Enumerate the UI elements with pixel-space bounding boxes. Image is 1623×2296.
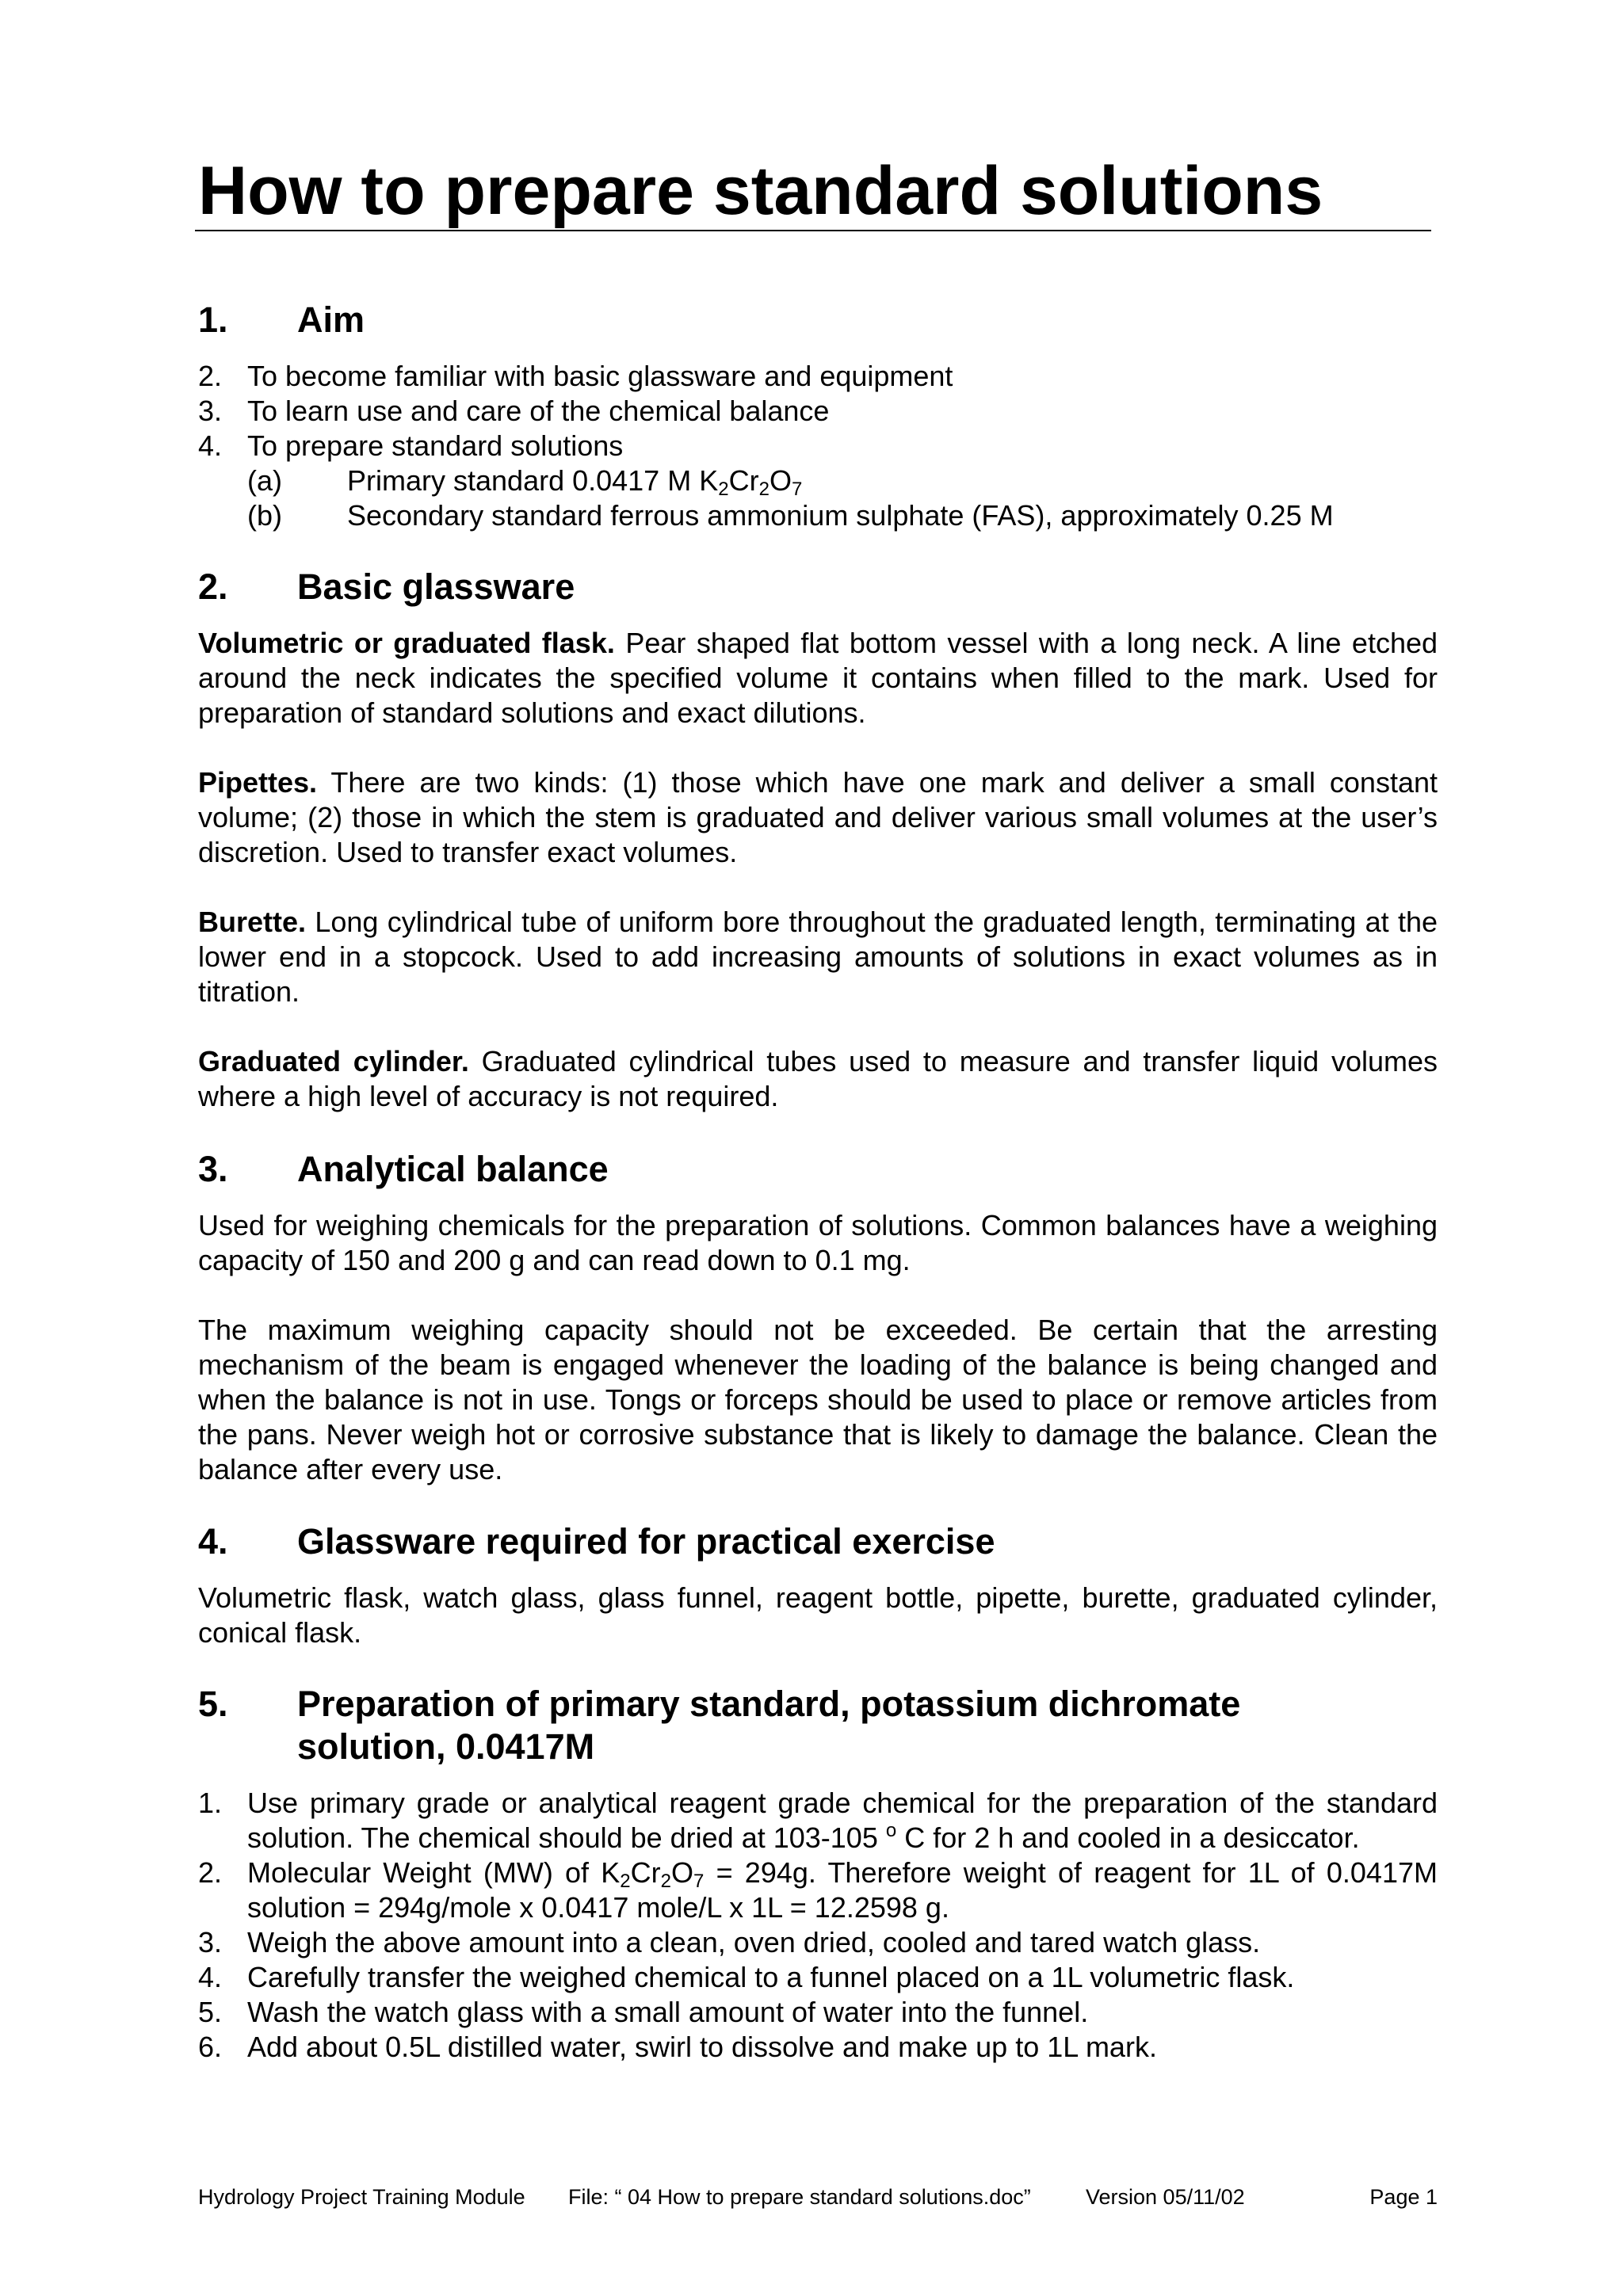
- list-item: 2. To become familiar with basic glassware and equipment: [198, 360, 953, 392]
- list-item: 4. Carefully transfer the weighed chemical to a funnel placed on a 1L volumetric flask.: [198, 1961, 1295, 1993]
- footer-module: Hydrology Project Training Module: [198, 2185, 525, 2209]
- section-number: 1.: [198, 299, 228, 340]
- footer-file: File: “ 04 How to prepare standard solutions.doc”: [568, 2185, 1031, 2209]
- paragraph: Volumetric flask, watch glass, glass funnel, reagent bottle, pipette, burette, graduated cylinder, conical flask.: [198, 1581, 1438, 1649]
- sub-item-a: (a) Primary standard 0.0417 M $K_2Cr_2O_7$: [247, 464, 803, 500]
- glassware-paragraphs: [198, 626, 1438, 1114]
- formula-k2cr2o7: $K_2Cr_2O_7$: [601, 1856, 705, 1892]
- paragraph: Used for weighing chemicals for the preparation of solutions. Common balances have a weighing capacity of 150 and 200 g and can read down to 0.1 mg.: [198, 1209, 1438, 1276]
- footer-page-number: Page 1: [1369, 2185, 1438, 2209]
- section-title: Aim: [297, 299, 365, 340]
- paragraph: Volumetric or graduated flask. Pear shaped flat bottom vessel with a long neck. A line etched around the neck indicates the specified volume it contains when filled to the mark. Used for preparation of standard solutions and exact dilutions.: [198, 627, 1438, 729]
- formula-k2cr2o7: $K_2Cr_2O_7$: [699, 464, 803, 500]
- paragraph: The maximum weighing capacity should not be exceeded. Be certain that the arresting mechanism of the beam is engaged whenever the loading of the balance is being changed and when the balance is not in use. Tongs or forceps should be used to place or remove articles from the pans. Never weigh hot or corrosive substance that is likely to damage the balance. Clean the balance after every use.: [198, 1314, 1438, 1486]
- aim-list: [198, 359, 1438, 533]
- footer-version: Version 05/11/02: [1086, 2185, 1245, 2209]
- list-item: 5. Wash the watch glass with a small amount of water into the funnel.: [198, 1996, 1089, 2028]
- list-item: 3. To learn use and care of the chemical balance: [198, 395, 830, 427]
- list-item: 6. Add about 0.5L distilled water, swirl to dissolve and make up to 1L mark.: [198, 2031, 1157, 2063]
- title-rule: [195, 230, 1431, 231]
- page-title: How to prepare standard solutions: [198, 153, 1323, 229]
- paragraph: Pipettes. There are two kinds: (1) those which have one mark and deliver a small constant volume; (2) those in which the stem is graduated and deliver various small volumes at the user’s discretion. Used to transfer exact volumes.: [198, 766, 1438, 868]
- preparation-steps: [198, 1786, 1438, 2065]
- list-item: 4. To prepare standard solutions: [198, 429, 624, 462]
- paragraph: Burette. Long cylindrical tube of uniform bore throughout the graduated length, terminating at the lower end in a stopcock. Used to add increasing amounts of solutions in exact volumes as in titration.: [198, 906, 1438, 1008]
- required-glassware: [198, 1581, 1438, 1650]
- paragraph: Graduated cylinder. Graduated cylindrical tubes used to measure and transfer liquid volumes where a high level of accuracy is not required.: [198, 1045, 1438, 1112]
- list-item: 3. Weigh the above amount into a clean, oven dried, cooled and tared watch glass.: [198, 1926, 1261, 1958]
- balance-paragraphs: [198, 1208, 1438, 1487]
- list-item: 1. Use primary grade or analytical reagent grade chemical for the preparation of the standard solution. The chemical should be dried at 103-105 $^o$ C for 2 h and cooled in a desiccator.: [198, 1787, 1438, 1854]
- list-item: 2. Molecular Weight (MW) of $K_2Cr_2O_7 = 294g$. Therefore weight of reagent for 1L of 0.0417M solution = 294g/mole x 0.0417 mole/L x 1L = 12.2598 g.: [198, 1856, 1438, 1924]
- sub-item-b: (b) Secondary standard ferrous ammonium sulphate (FAS), approximately 0.25 M: [247, 499, 1334, 532]
